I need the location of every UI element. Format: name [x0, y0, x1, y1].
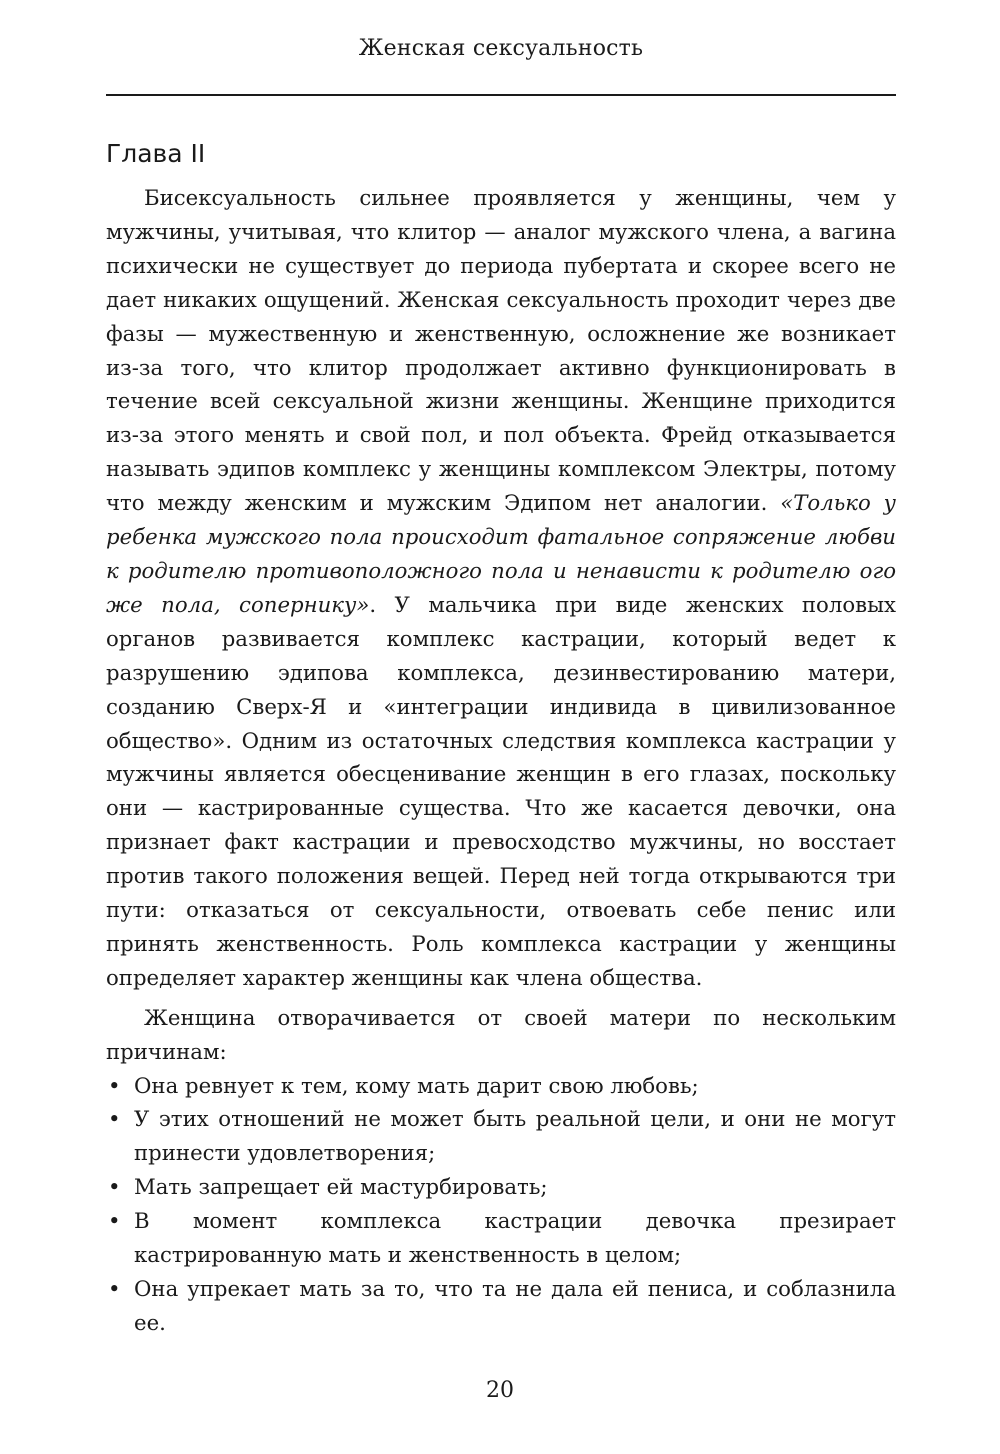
list-item [106, 1103, 896, 1171]
paragraph-1-text-b: . У мальчика при виде женских половых органов развивается комплекс кастрации, который ведет к разрушению эдипова комплекса, дезинвестированию матери, созданию Сверх-Я и «интеграции индивида в цивилизованное общество». Одним из остаточных следствия комплекса кастрации у мужчины является обесценивание женщин в его глазах, поскольку они — кастрированные существа. Что же касается девочки, она признает факт кастрации и превосходство мужчины, но восстает против такого положения вещей. Перед ней тогда открываются три пути: отказаться от сексуальности, отвоевать себе пенис или принять женственность. Роль комплекса кастрации у женщины определяет характер женщины как члена общества. [106, 592, 897, 991]
bullet-icon: • [108, 1073, 121, 1099]
bullet-icon: • [108, 1175, 121, 1201]
list-item-text: У этих отношений не может быть реальной цели, и они не могут принести удовлетворения; [134, 1107, 896, 1167]
paragraph-1 [106, 182, 896, 996]
list-item-text: В момент комплекса кастрации девочка презирает кастрированную мать и женственность в целом; [134, 1209, 896, 1269]
freud-quote: «Только у ребенка мужского пола происходит фатальное сопряжение любви к родителю противоположного пола и ненависти к родителю ого же пола, сопернику» [106, 491, 897, 618]
paragraph-2: Женщина отворачивается от своей матери по нескольким причинам: [106, 1005, 896, 1065]
list-item-text: Мать запрещает ей мастурбировать; [134, 1175, 548, 1201]
list-item-text: Она ревнует к тем, кому мать дарит свою любовь; [134, 1073, 699, 1099]
paragraph-1-text-a: Бисексуальность сильнее проявляется у женщины, чем у мужчины, учитывая, что клитор — аналог мужского члена, а вагина психически не существует до периода пубертата и скорее всего не дает никаких ощущений. Женская сексуальность проходит через две фазы — мужественную и женственную, осложнение же возникает из-за того, что клитор продолжает активно функционировать в течение всей сексуальной жизни женщины. Женщине приходится из-за этого менять и свой пол, и пол объекта. Фрейд отказывается называть эдипов комплекс у женщины комплексом Электры, потому что между женским и мужским Эдипом нет аналогии. [106, 186, 896, 517]
list-item [106, 1205, 896, 1273]
bullet-icon: • [108, 1107, 121, 1133]
page-number: 20 [486, 1378, 514, 1403]
reasons-list [106, 1070, 896, 1341]
bullet-icon: • [108, 1209, 121, 1235]
body-text [106, 182, 896, 1341]
list-item [106, 1070, 896, 1104]
list-item [106, 1171, 896, 1205]
chapter-title: Глава II [106, 139, 206, 168]
list-item-text: Она упрекает мать за то, что та не дала ей пениса, и соблазнила ее. [134, 1277, 896, 1336]
header-rule [106, 94, 896, 96]
bullet-icon: • [108, 1277, 121, 1302]
running-header: Женская сексуальность [358, 36, 644, 61]
list-item [106, 1273, 896, 1341]
